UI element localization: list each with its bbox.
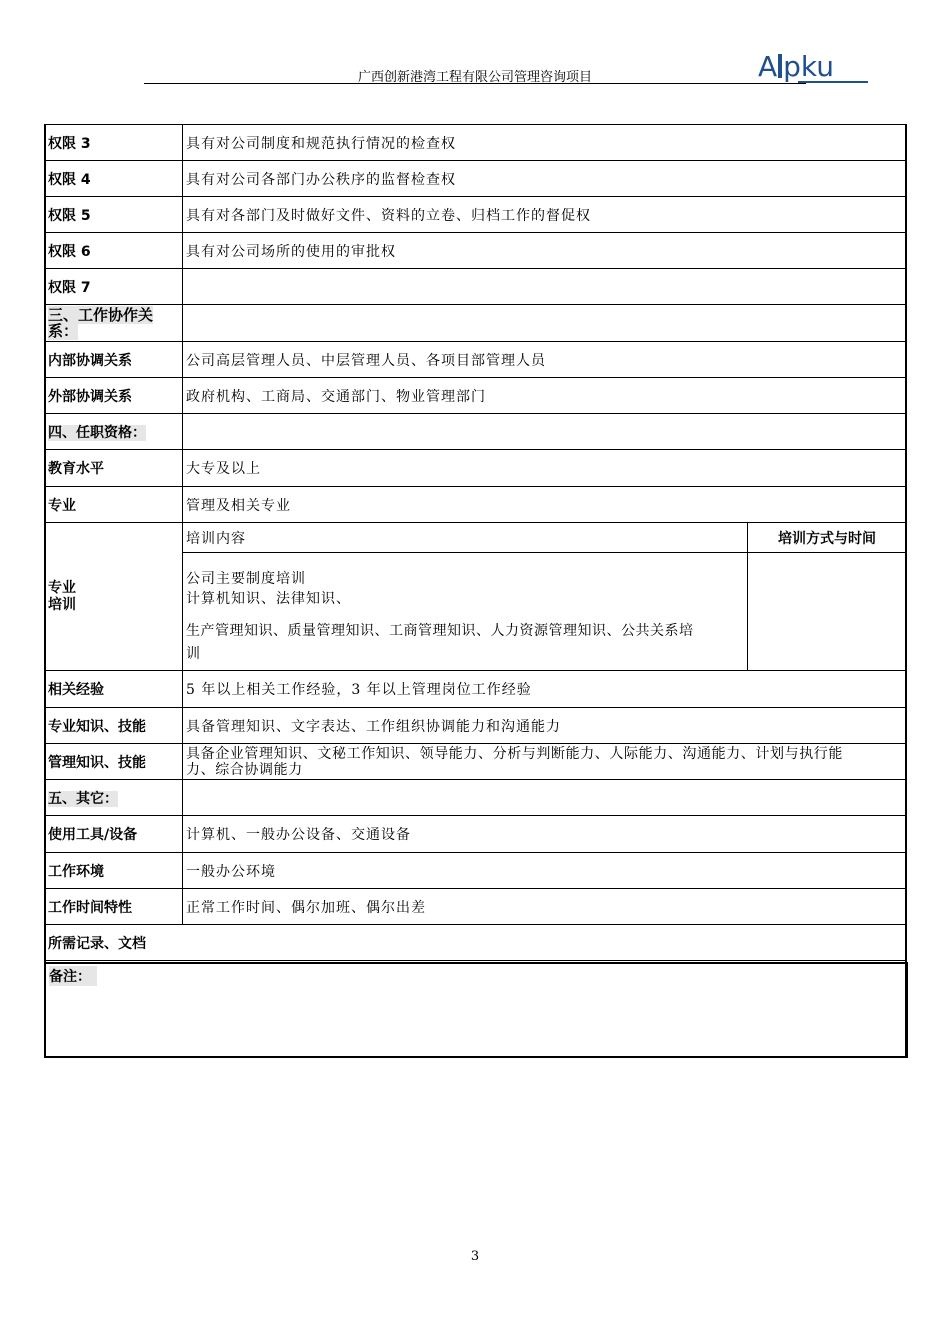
page-number: 3 [470,1249,480,1264]
training-content-header: 培训内容 [183,523,748,553]
row-label: 相关经验 [45,671,183,708]
row-value [183,780,907,816]
row-value: 管理及相关专业 [183,487,907,523]
remark-label: 备注： [49,966,97,986]
table-row [45,378,907,414]
header-rule [144,83,806,84]
row-label: 所需记录、文档 [45,925,907,961]
table-row [45,708,907,744]
row-value: 一般办公环境 [183,853,907,889]
logo-text: pku [783,50,835,83]
row-value [183,744,907,780]
logo-bar [778,54,782,78]
table-row [45,487,907,523]
table-row [45,342,907,378]
row-label: 权限 6 [45,233,183,269]
row-label: 工作环境 [45,853,183,889]
row-label: 权限 3 [45,125,183,161]
training-item: 生产管理知识、质量管理知识、工商管理知识、人力资源管理知识、公共关系培 [186,623,694,639]
table-row [45,233,907,269]
row-label: 权限 4 [45,161,183,197]
training-content [183,553,748,671]
row-value: 具有对各部门及时做好文件、资料的立卷、归档工作的督促权 [183,197,907,233]
table-frame-right [905,124,907,1056]
row-value: 计算机、一般办公设备、交通设备 [183,816,907,853]
training-method-header: 培训方式与时间 [748,523,907,553]
row-label: 工作时间特性 [45,889,183,925]
section-title-text: 五、其它： [48,790,118,807]
table-row [45,269,907,305]
company-logo [758,50,834,83]
row-value-line: 具备企业管理知识、文秘工作知识、领导能力、分析与判断能力、人际能力、沟通能力、计划与执行能 [186,745,843,762]
row-value: 正常工作时间、偶尔加班、偶尔出差 [183,889,907,925]
section-title [45,305,183,342]
row-label: 专业 [45,487,183,523]
row-label: 外部协调关系 [45,378,183,414]
section-title [45,414,183,450]
row-value [183,414,907,450]
row-label: 管理知识、技能 [45,744,183,780]
table-row [45,161,907,197]
table-row [45,671,907,708]
row-value: 公司高层管理人员、中层管理人员、各项目部管理人员 [183,342,907,378]
table-row [45,197,907,233]
logo-underline [798,81,868,83]
training-label-line: 专业 [48,579,76,596]
section-title [45,780,183,816]
table-row [45,125,907,161]
table-row [45,925,907,961]
job-description-table [44,124,907,961]
training-item: 计算机知识、法律知识、 [186,591,351,607]
row-label: 专业知识、技能 [45,708,183,744]
section-row [45,414,907,450]
section-row [45,780,907,816]
training-header-row [45,523,907,553]
row-value: 具备管理知识、文字表达、工作组织协调能力和沟通能力 [183,708,907,744]
row-value: 具有对公司制度和规范执行情况的检查权 [183,125,907,161]
section-title-text: 三、工作协作关系： [48,306,154,340]
section-row [45,305,907,342]
training-item: 公司主要制度培训 [186,571,306,587]
row-label: 内部协调关系 [45,342,183,378]
section-title-text: 四、任职资格： [48,424,146,441]
row-value: 具有对公司场所的使用的审批权 [183,233,907,269]
remark-box [44,962,908,1058]
table-row [45,853,907,889]
row-label: 使用工具/设备 [45,816,183,853]
row-label: 权限 5 [45,197,183,233]
row-value: 5 年以上相关工作经验，3 年以上管理岗位工作经验 [183,671,907,708]
table-frame-left [44,124,46,1056]
table-row [45,744,907,780]
training-item: 训 [186,646,201,662]
row-label: 权限 7 [45,269,183,305]
row-value: 大专及以上 [183,450,907,487]
row-value [183,305,907,342]
row-value [183,269,907,305]
row-value: 具有对公司各部门办公秩序的监督检查权 [183,161,907,197]
row-value-line: 力、综合协调能力 [186,761,303,778]
training-method [748,553,907,671]
header-title: 广西创新港湾工程有限公司管理咨询项目 [357,70,592,85]
table-row [45,816,907,853]
logo-letter: A [758,50,778,83]
row-label: 教育水平 [45,450,183,487]
training-label [45,523,183,671]
row-value: 政府机构、工商局、交通部门、物业管理部门 [183,378,907,414]
training-label-line: 培训 [48,596,76,613]
table-row [45,889,907,925]
table-row [45,450,907,487]
